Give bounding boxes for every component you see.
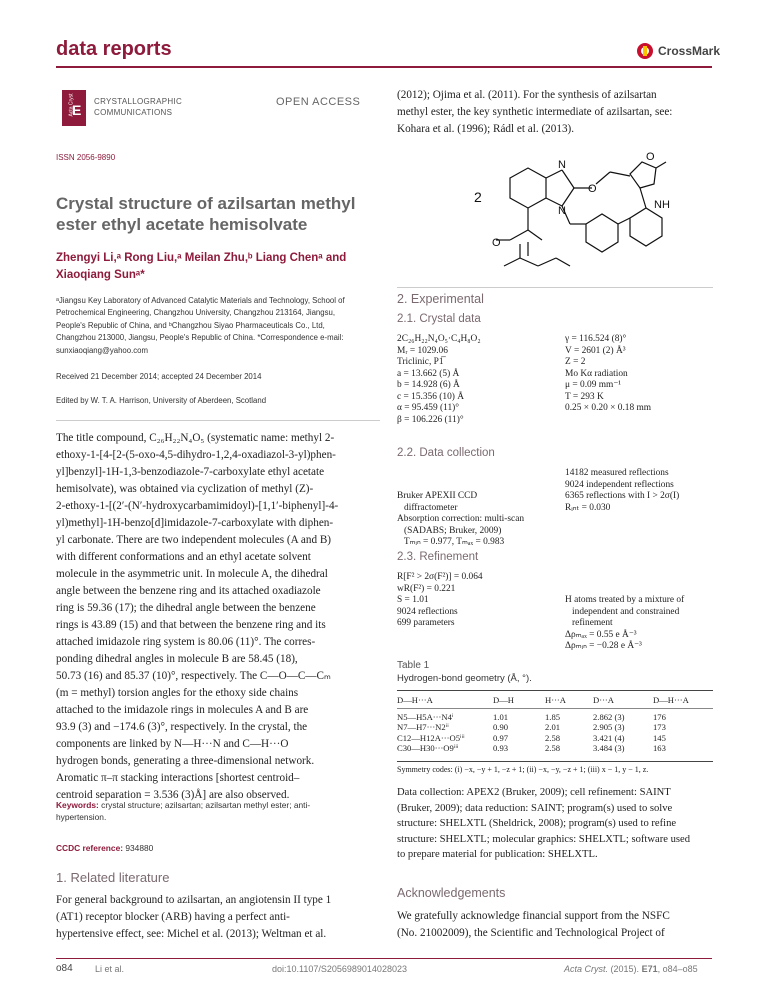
issn: ISSN 2056-9890 <box>56 153 116 162</box>
article-title: Crystal structure of azilsartan methyl ester ethyl acetate hemisolvate <box>56 194 356 234</box>
table-row: N5—H5A···N4ⁱ 1.01 1.85 2.862 (3) 176 <box>397 711 666 722</box>
refinement-right: H atoms treated by a mixture of independent and constrained refinement Δρₘₐₓ = 0.55 e Å⁻³ Δρₘᵢₙ = −0.28 e Å⁻³ <box>565 595 685 651</box>
affiliation: ᵃJiangsu Key Laboratory of Advanced Catalytic Materials and Technology, School of Petrochemical Engineering, Changzhou University, Changzhou 213164, Jiangsu, People's Republic of China, and ᵇChangzhou Siyao Pharmaceuticals Co., Ltd, Changzhou 213000, Jiangsu, People's Republic of China. *Correspondence e-mail: sunxiaoqiang@yahoo.com <box>56 296 345 355</box>
symmetry-codes: Symmetry codes: (i) −x, −y + 1, −z + 1; (ii) −x, −y, −z + 1; (iii) x − 1, y − 1, z. <box>397 765 649 774</box>
table-rule-bottom <box>397 761 713 762</box>
refinement-heading: 2.3. Refinement <box>397 551 479 563</box>
received-date: Received 21 December 2014; accepted 24 December 2014 <box>56 372 262 381</box>
crossmark-icon <box>636 42 654 60</box>
acknowledgements-heading: Acknowledgements <box>397 886 506 900</box>
atom-o1: O <box>588 183 597 195</box>
atom-o3: O <box>492 237 501 249</box>
table-row: C30—H30···O9ⁱⁱⁱ 0.93 2.58 3.484 (3) 163 <box>397 743 666 754</box>
table-caption: Hydrogen-bond geometry (Å, °). <box>397 673 532 684</box>
collection-left: Bruker APEXII CCD diffractometer Absorption correction: multi-scan (SADABS; Bruker, 2009) Tₘᵢₙ = 0.977, Tₘₐₓ = 0.983 <box>397 491 525 547</box>
table-row: C12—H12A···O5ⁱⁱⁱ 0.97 2.58 3.421 (4) 145 <box>397 732 666 743</box>
refinement-left: R[F² > 2σ(F²)] = 0.064 wR(F²) = 0.221 S = 1.01 9024 reflections 699 parameters <box>397 572 483 628</box>
footer-doi[interactable]: doi:10.1107/S2056989014028023 <box>272 964 407 974</box>
related-heading: 1. Related literature <box>56 870 170 885</box>
related-continued: (2012); Ojima et al. (2011). For the synthesis of azilsartan methyl ester, the key synthetic intermediate of azilsartan, see: Kohara et al. (1996); Rádl et al. (2013). <box>397 89 673 135</box>
editor: Edited by W. T. A. Harrison, University of Aberdeen, Scotland <box>56 396 267 405</box>
table-label: Table 1 <box>397 660 430 671</box>
journal-badge: E Acta Cryst <box>62 90 86 126</box>
crystal-data-heading: 2.1. Crystal data <box>397 313 481 325</box>
abstract: The title compound, C₂₆H₂₂N₄O₅ (systematic name: methyl 2- ethoxy-1-[4-[2-(5-oxo-4,5-dihydro-1,2,4-oxadiazol-3-yl)phen- yl]benzyl]-1H-1,3-benzodiazole-7-carboxylate ethyl acetate hemisolvate), was obtained via cyclization of methyl (Z)- 2-ethoxy-1-[(2′-(N′-hydroxycarbamimidoyl)-[1,1′-biphenyl]-4- yl)methyl]-1H-benzo[d]imidazole-7-carboxylate with diphen- yl carbonate. There are two independent molecules (A and B) with different conformations and an ethyl acetate solvent molecule in the asymmetric unit. In molecule A, the dihedral angle between the benzene ring and its attached oxadiazole ring is 59.36 (17); the dihedral angle between the benzene rings is 43.89 (15) and that between the benzene ring and its attached imidazole ring system is 80.06 (11)°. The corres- ponding dihedral angles in molecule B are 58.45 (18), 50.73 (16) and 85.37 (10)°, respectively. The C—O—C—Cₘ (m = methyl) torsion angles for the ethoxy side chains attached to the imidazole rings in molecules A and B are 93.9 (3) and −174.6 (3)°, respectively. In the crystal, the components are linked by N—H···N and C—H···O hydrogen bonds, generating a three-dimensional network. Aromatic π–π stacking interactions [shortest centroid– centroid separation = 3.536 (3)Å] are also observed. <box>56 432 339 801</box>
footer-citation: Acta Cryst. (2015). E71, o84–o85 <box>564 964 698 974</box>
journal-name: CRYSTALLOGRAPHIC COMMUNICATIONS <box>94 97 183 117</box>
footer-author: Li et al. <box>95 964 125 974</box>
atom-o2: O <box>646 151 655 163</box>
crystal-data-left: 2C₂₆H₂₂N₄O₅·C₄H₈O₂ Mᵣ = 1029.06 Triclinic, P1̅ a = 13.662 (5) Å b = 14.928 (6) Å c = 15.356 (10) Å α = 95.459 (11)° β = 106.226 (11)° <box>397 334 481 425</box>
software-paragraph: Data collection: APEX2 (Bruker, 2009); cell refinement: SAINT (Bruker, 2009); data reduction: SAINT; program(s) used to solve structure: SHELXTL (Sheldrick, 2008); program(s) used to refine structure: SHELXTL; molecular graphics: SHELXTL; software used to prepare material for publication: SHELXTL. <box>397 787 691 860</box>
hbond-table <box>397 695 713 754</box>
acknowledgements-text: We gratefully acknowledge financial support from the NSFC (No. 21002009), the Scientific and Technological Project of <box>397 910 670 939</box>
collection-heading: 2.2. Data collection <box>397 447 495 459</box>
page-number: o84 <box>56 963 73 974</box>
header-rule <box>56 66 712 68</box>
atom-nh: NH <box>654 199 670 211</box>
experimental-heading: 2. Experimental <box>397 292 484 306</box>
crossmark-logo[interactable] <box>636 42 720 60</box>
table-row: N7—H7···N2ⁱⁱ 0.90 2.01 2.905 (3) 173 <box>397 722 666 733</box>
scheme-multiplier: 2 <box>474 189 482 205</box>
divider <box>56 420 380 421</box>
atom-n2: N <box>558 205 566 217</box>
keywords: Keywords: crystal structure; azilsartan; azilsartan methyl ester; anti- hypertension. <box>56 800 311 822</box>
atom-n1: N <box>558 159 566 171</box>
collection-right: 14182 measured reflections 9024 independent reflections 6365 reflections with I > 2σ(I) Rᵢₙₜ = 0.030 <box>565 468 680 513</box>
table-rule-top <box>397 690 713 691</box>
related-text: For general background to azilsartan, an angiotensin II type 1 (AT1) receptor blocker (ARB) having a perfect anti- hypertensive effect, see: Michel et al. (2013); Weltman et al. <box>56 894 332 940</box>
footer-rule <box>56 958 712 959</box>
authors: Zhengyi Li,ᵃ Rong Liu,ᵃ Meilan Zhu,ᵇ Liang Chenᵃ and Xiaoqiang Sunᵃ* <box>56 252 347 281</box>
open-access-label: OPEN ACCESS <box>276 96 361 108</box>
section-title: data reports <box>56 38 172 60</box>
ccdc-reference: CCDC reference: 934880 <box>56 843 154 853</box>
crossmark-label: CrossMark <box>658 44 721 58</box>
divider <box>397 287 713 288</box>
chemical-scheme <box>470 148 710 286</box>
crystal-data-right: γ = 116.524 (8)° V = 2601 (2) Å³ Z = 2 Mo Kα radiation μ = 0.09 mm⁻¹ T = 293 K 0.25 × 0.20 × 0.18 mm <box>565 334 652 413</box>
table-rule-mid <box>397 708 713 709</box>
table-header-row: D—H···A D—H H···A D···A D—H···A <box>397 695 689 705</box>
